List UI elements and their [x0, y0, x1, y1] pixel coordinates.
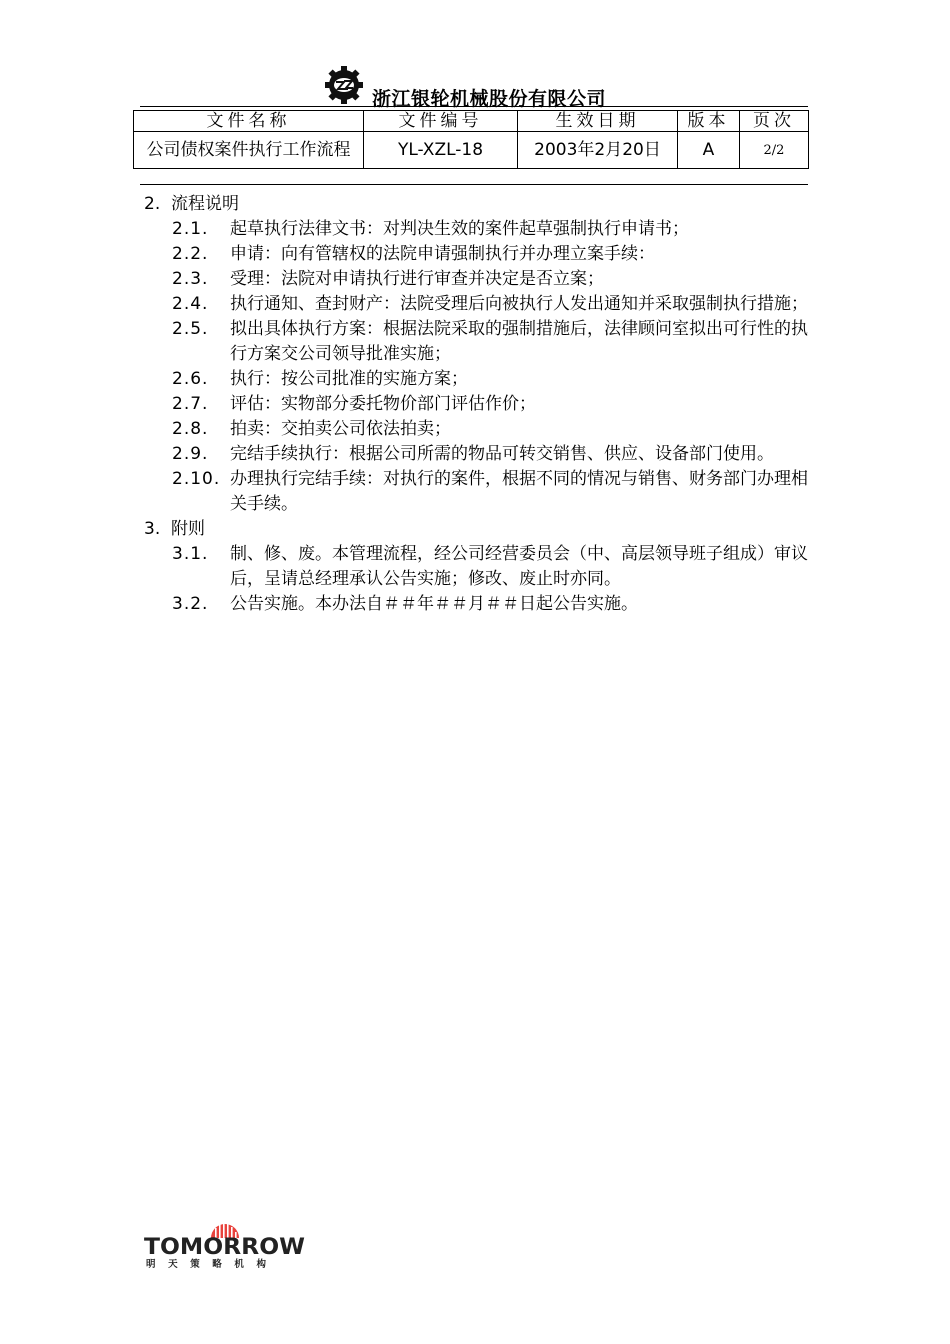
item-number: 2.9. [172, 444, 209, 464]
item-text: 拍卖：交拍卖公司依法拍卖； [230, 419, 451, 439]
list-item [140, 592, 808, 617]
list-item [140, 467, 808, 517]
item-number: 2.3. [172, 269, 209, 289]
header-version: 版本 [678, 111, 740, 132]
content-divider [140, 184, 808, 185]
item-number: 2.5. [172, 319, 209, 339]
table-header-row [134, 111, 809, 132]
list-item [140, 442, 808, 467]
item-text: 受理：法院对申请执行进行审查并决定是否立案； [230, 269, 604, 289]
section-title: 流程说明 [171, 194, 239, 214]
value-effective-date: 2003年2月20日 [518, 132, 678, 169]
header-file-name: 文件名称 [134, 111, 364, 132]
brand-subtitle: 明天策略机构 [146, 1259, 266, 1270]
header-page: 页次 [740, 111, 809, 132]
value-page: 2/2 [740, 132, 809, 169]
item-text: 执行通知、查封财产：法院受理后向被执行人发出通知并采取强制执行措施； [230, 294, 808, 314]
item-number: 2.2. [172, 244, 209, 264]
document-body [140, 192, 808, 617]
item-text: 拟出具体执行方案：根据法院采取的强制措施后，法律顾问室拟出可行性的执行方案交公司领导批准实施； [230, 319, 808, 364]
section-heading [140, 192, 808, 217]
item-text: 完结手续执行：根据公司所需的物品可转交销售、供应、设备部门使用。 [230, 444, 774, 464]
tomorrow-brand-logo [143, 1212, 308, 1270]
item-text: 起草执行法律文书：对判决生效的案件起草强制执行申请书； [230, 219, 689, 239]
item-number: 2.4. [172, 294, 209, 314]
company-name: 浙江银轮机械股份有限公司 [372, 88, 607, 110]
list-item [140, 392, 808, 417]
item-number: 2.10. [172, 469, 221, 489]
item-number: 2.8. [172, 419, 209, 439]
item-text: 评估：实物部分委托物价部门评估作价； [230, 394, 536, 414]
header-file-number: 文件编号 [364, 111, 518, 132]
list-item [140, 242, 808, 267]
table-value-row [134, 132, 809, 169]
section-heading [140, 517, 808, 542]
list-item [140, 417, 808, 442]
item-number: 3.2. [172, 594, 209, 614]
item-number: 2.6. [172, 369, 209, 389]
item-text: 公告实施。本办法自＃＃年＃＃月＃＃日起公告实施。 [230, 594, 638, 614]
value-file-name: 公司债权案件执行工作流程 [134, 132, 364, 169]
section-number: 2. [144, 194, 161, 214]
section-number: 3. [144, 519, 161, 539]
section-title: 附则 [171, 519, 205, 539]
item-number: 3.1. [172, 544, 209, 564]
item-text: 申请：向有管辖权的法院申请强制执行并办理立案手续： [230, 244, 655, 264]
list-item [140, 367, 808, 392]
value-version: A [678, 132, 740, 169]
item-number: 2.1. [172, 219, 209, 239]
page-header [140, 66, 810, 110]
list-item [140, 217, 808, 242]
list-item [140, 267, 808, 292]
brand-wordmark: TOMORROW [144, 1235, 305, 1260]
list-item [140, 317, 808, 367]
header-effective-date: 生效日期 [518, 111, 678, 132]
item-text: 执行：按公司批准的实施方案； [230, 369, 468, 389]
item-number: 2.7. [172, 394, 209, 414]
value-file-number: YL-XZL-18 [364, 132, 518, 169]
item-text: 制、修、废。本管理流程，经公司经营委员会（中、高层领导班子组成）审议后，呈请总经理承认公告实施；修改、废止时亦同。 [230, 544, 808, 589]
list-item [140, 292, 808, 317]
item-text: 办理执行完结手续：对执行的案件，根据不同的情况与销售、财务部门办理相关手续。 [230, 469, 808, 514]
list-item [140, 542, 808, 592]
header-divider [140, 106, 808, 107]
document-info-table [133, 110, 809, 169]
yinlun-gear-logo-icon [322, 66, 366, 104]
